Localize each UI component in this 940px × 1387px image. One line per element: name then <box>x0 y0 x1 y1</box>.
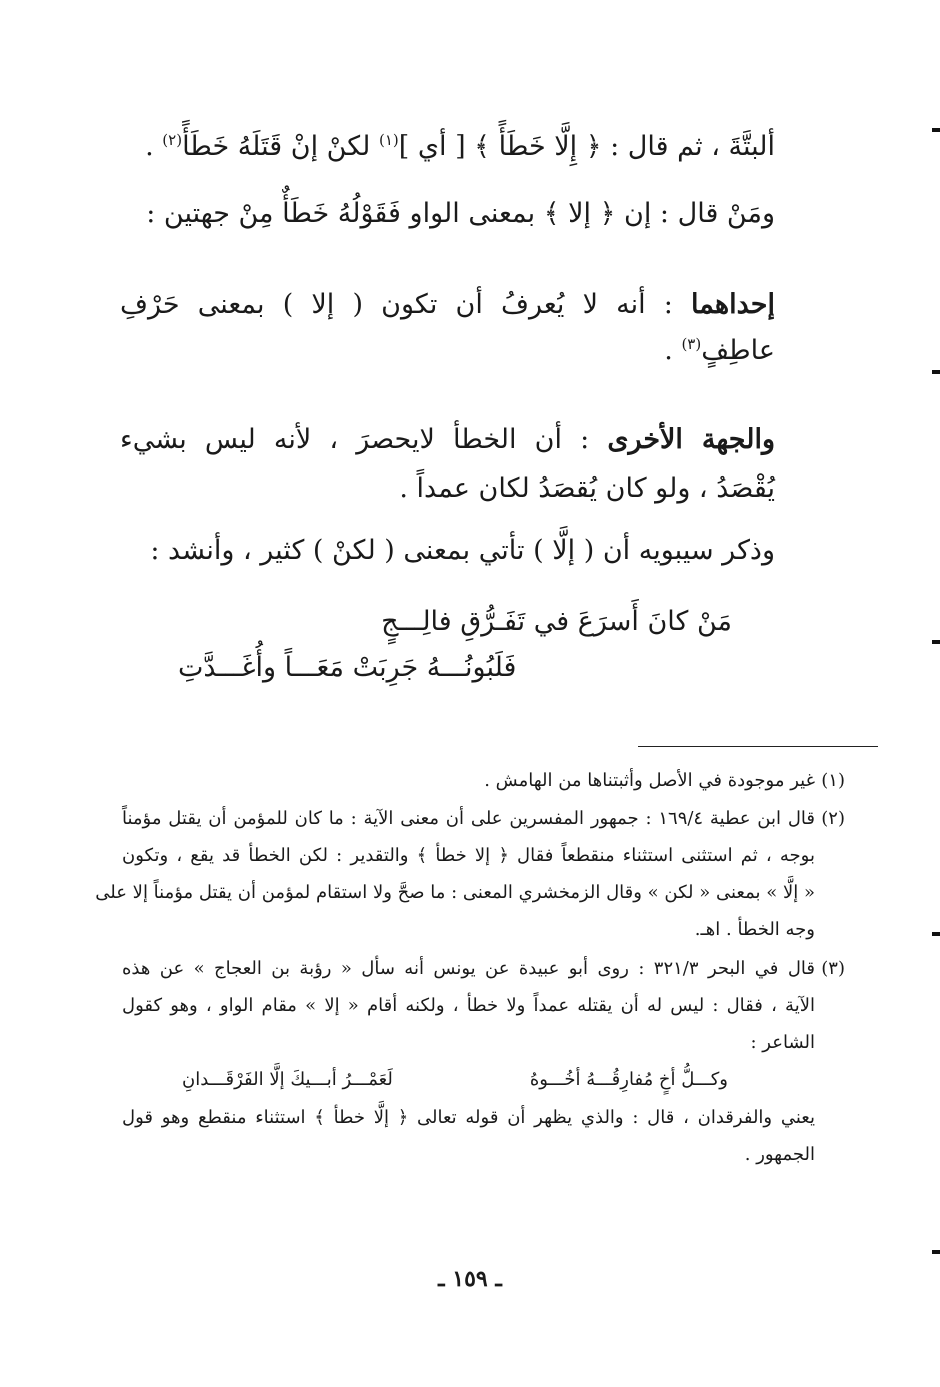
text-fragment: عاطِفٍ <box>701 335 775 366</box>
footnote-ref-3: (٣) <box>681 335 702 353</box>
footnote-2-line: « إلَّا » بمعنى « لكن » وقال الزمخشري المعنى : ما صحَّ ولا استقام لمؤمن أن يقتل مؤمناً إلا على <box>95 882 815 903</box>
heading-other-aspect: والجهة الأخرى <box>607 424 775 455</box>
verse-hemistich-1: مَنْ كانَ أَسرَعَ في تَفَـرُّقِ فالِـــجٍ <box>381 606 732 637</box>
text-line-1 <box>120 127 775 167</box>
text-line-7: وذكر سيبويه أن ( إلَّا ) تأتي بمعنى ( لكنْ ) كثير ، وأنشد : <box>150 535 775 566</box>
footnote-ref-1: (١) <box>378 131 399 149</box>
footnote-number-1: (١) <box>821 770 845 791</box>
footnote-3-line: قال في البحر ٣٢١/٣ : روى أبو عبيدة عن يونس أنه سأل « رؤبة بن العجاج » عن هذه <box>122 958 815 979</box>
text-fragment: . <box>664 335 682 366</box>
footnote-3-verse-hemistich-2: لَعَمْـــرُ أبـــيكَ إلَّا الفَرْقَـــدانِ <box>182 1069 393 1090</box>
text-fragment: . <box>145 131 163 162</box>
scan-edge-mark <box>932 370 940 374</box>
footnote-3-line: الآية ، فقال : ليس له أن يقتله عمداً ولا خطأ ، ولكنه أقام « إلا » مقام الواو ، وهو كقول <box>122 995 815 1016</box>
footnote-1-text: غير موجودة في الأصل وأثبتناها من الهامش . <box>484 770 815 791</box>
scan-edge-mark <box>932 1250 940 1254</box>
footnote-number-3: (٣) <box>821 958 845 979</box>
scan-edge-mark <box>932 128 940 132</box>
footnote-ref-2: (٢) <box>162 131 183 149</box>
footnote-3-line: الجمهور . <box>744 1144 815 1165</box>
heading-first-aspect: إحداهما <box>691 289 775 320</box>
text-fragment: لكنْ إنْ قَتَلَهُ خَطَأً <box>182 131 379 162</box>
footnote-2-line: بوجه ، ثم استثنى استثناء منقطعاً فقال ﴿ إلا خطأ ﴾ والتقدير : لكن الخطأ قد يقع ، وتكون <box>122 845 815 866</box>
text-line-4 <box>120 331 775 371</box>
page-number: ـ ١٥٩ ـ <box>438 1266 502 1292</box>
footnote-3-line: الشاعر : <box>750 1032 815 1053</box>
text-line-6: يُقْصَدُ ، ولو كان يُقصَدُ لكان عمداً . <box>399 473 775 504</box>
scan-edge-mark <box>932 932 940 936</box>
verse-hemistich-2: فَلَبُونُـــهُ جَرِبَتْ مَعَـــاً وأُغَـــدَّتِ <box>178 652 517 683</box>
footnote-2-line: وجه الخطأ . اهـ. <box>694 919 815 940</box>
footnote-separator <box>638 746 878 747</box>
text-line-3 <box>120 285 775 325</box>
text-line-2: ومَنْ قال : إن ﴿ إلا ﴾ بمعنى الواو فَقَوْلُهُ خَطَأٌ مِنْ جهتين : <box>146 198 775 229</box>
scan-edge-mark <box>932 640 940 644</box>
text-fragment: : أن الخطأ لايحصرَ ، لأنه ليس بشيء <box>120 424 608 455</box>
footnote-3-line: يعني والفرقدان ، قال : والذي يظهر أن قوله تعالى ﴿ إلَّا خطأ ﴾ استثناء منقطع وهو قول <box>122 1107 815 1128</box>
footnote-2-line: قال ابن عطية ١٦٩/٤ : جمهور المفسرين على أن معنى الآية : ما كان للمؤمن أن يقتل مؤمناً <box>122 808 815 829</box>
text-line-5 <box>120 420 775 460</box>
text-fragment: ألبتَّةَ ، ثم قال : ﴿ إِلَّا خَطَأً ﴾ [ أي ] <box>398 131 775 162</box>
footnote-number-2: (٢) <box>821 808 845 829</box>
text-fragment: : أنه لا يُعرفُ أن تكون ( إلا ) بمعنى حَرْفِ <box>120 289 692 320</box>
footnote-3-verse-hemistich-1: وكـــلُّ أخٍ مُفارِقُـــهُ أخُـــوهُ <box>529 1069 728 1090</box>
